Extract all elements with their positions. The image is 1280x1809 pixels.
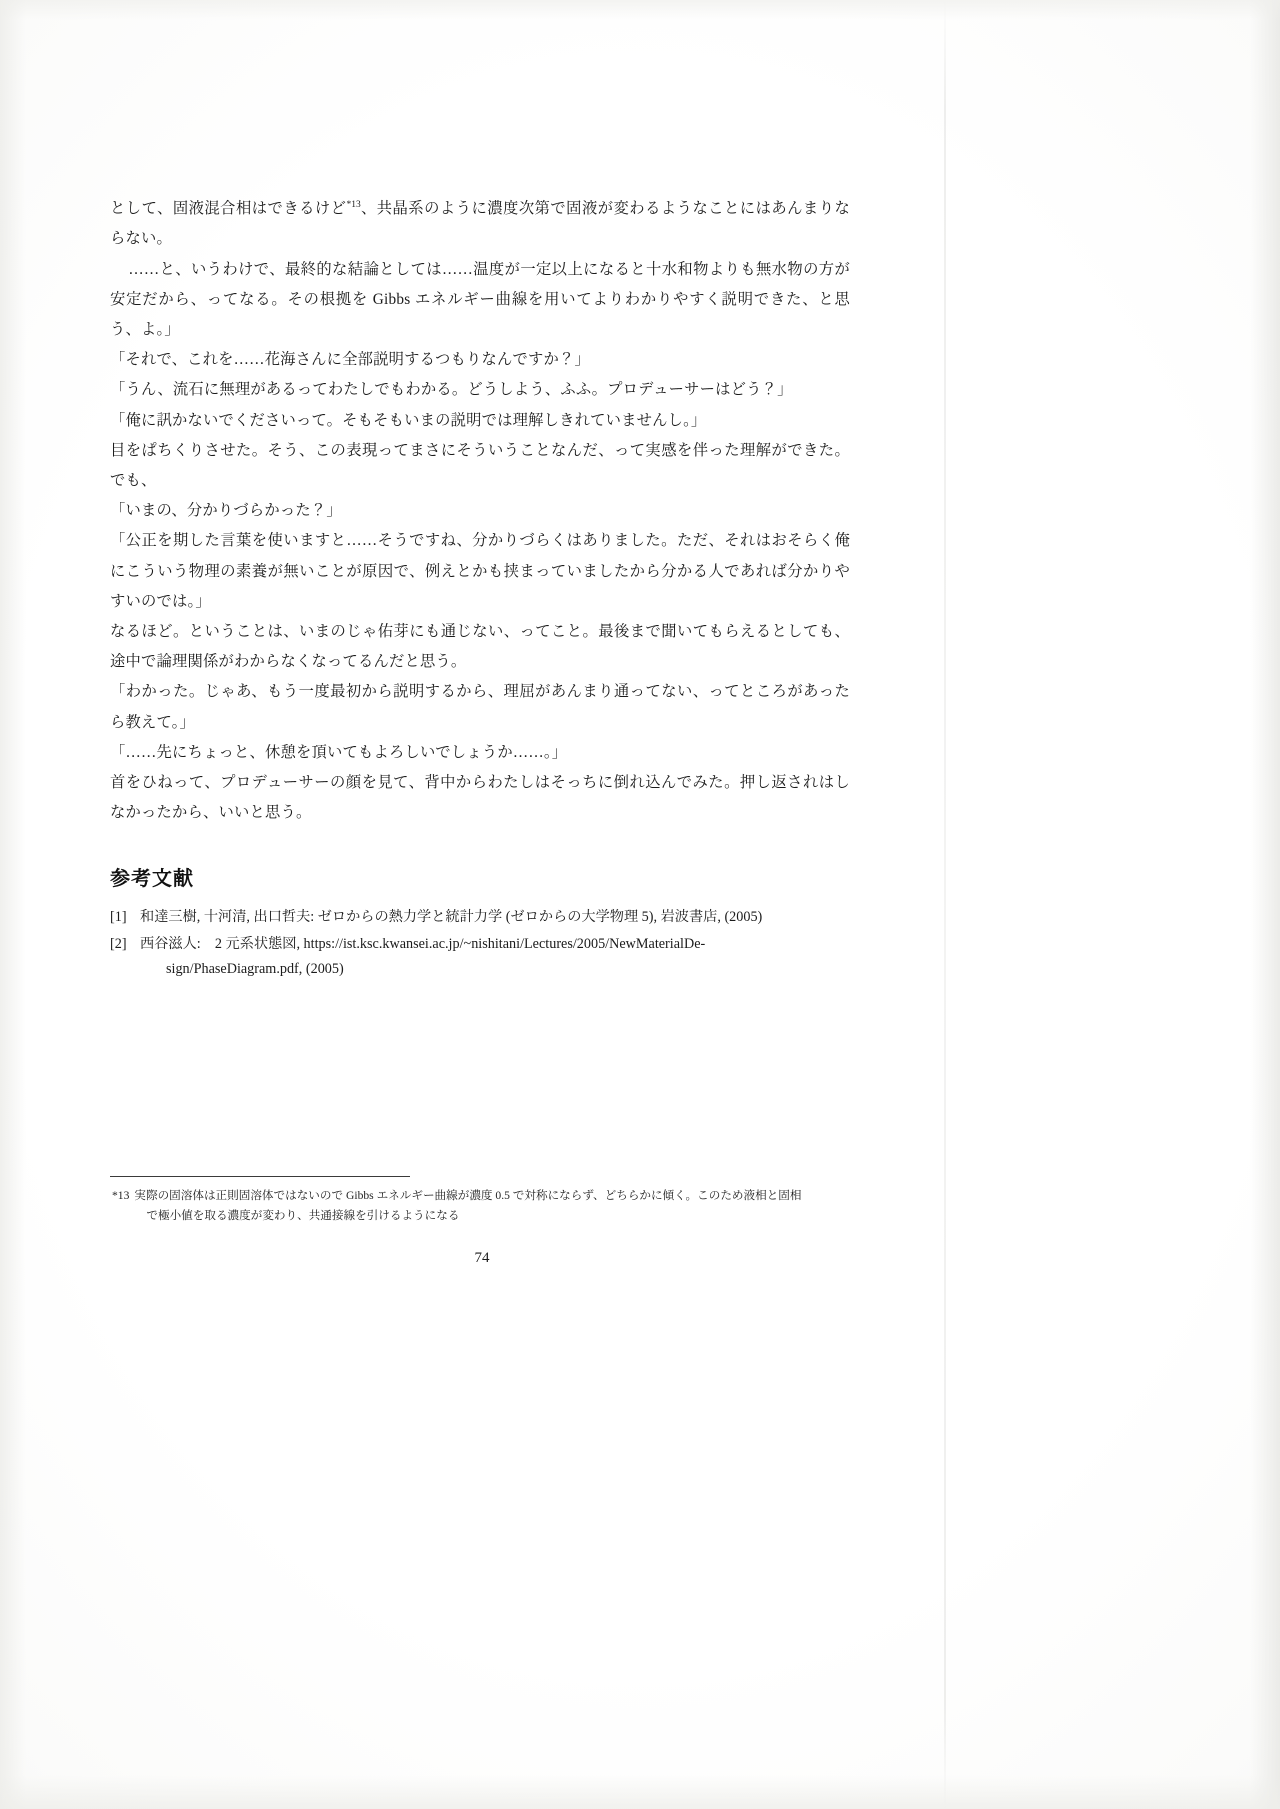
body-paragraph-11: 「……先にちょっと、休憩を頂いてもよろしいでしょうか……。」 (110, 743, 568, 761)
paragraph-text-before-footnote: として、固液混合相はできるけど (110, 200, 347, 218)
references-list (110, 905, 850, 982)
footnote-line-2: で極小値を取る濃度が変わり、共通接線を引けるようになる (146, 1209, 460, 1222)
body-paragraph-6: 目をぱちくりさせた。そう、この表現ってまさにそういうことなんだ、って実感を伴った理解ができた。でも、 (110, 441, 850, 489)
footnote-area (110, 1176, 1176, 1226)
reference-text-2 (140, 932, 850, 982)
footnote-body (134, 1186, 1176, 1226)
paragraph-text-after-footnote: 、共晶系のように濃度次第で固液が変わるようなことにはあんまりならない。 (110, 200, 850, 248)
reference-item-1 (110, 905, 850, 930)
reference-text-1: 和達三樹, 十河清, 出口哲夫: ゼロからの熱力学と統計力学 (ゼロからの大学物理 5), 岩波書店, (2005) (140, 909, 763, 926)
scan-edge-bottom (0, 1775, 1280, 1809)
body-paragraph-9: なるほど。ということは、いまのじゃ佑芽にも通じない、ってこと。最後まで聞いてもらえるとしても、途中で論理関係がわからなくなってるんだと思う。 (110, 622, 850, 671)
reference-number-1: [1] (110, 909, 127, 926)
body-paragraph-1 (110, 190, 850, 255)
body-paragraph-2: ……と、いうわけで、最終的な結論としては……温度が一定以上になると十水和物よりも無水物の方が安定だから、ってなる。その根拠を Gibbs エネルギー曲線を用いてよりわかりやすく説明できた、と思う、よ。」 (110, 260, 850, 338)
body-paragraph-8: 「公正を期した言葉を使いますと……そうですね、分かりづらくはありました。ただ、それはおそらく俺にこういう物理の素養が無いことが原因で、例えとかも挟まっていましたから分かる人であれば分かりやすいのでは。」 (110, 532, 850, 610)
footnote-separator-rule (110, 1176, 410, 1177)
reference-text-2-line1: 西谷滋人: 2 元系状態図, https://ist.ksc.kwansei.ac.jp/~nishitani/Lectures/2005/NewMaterialDe- (140, 936, 706, 953)
body-paragraph-4: 「うん、流石に無理があるってわたしでもわかる。どうしよう、ふふ。プロデューサーはどう？」 (110, 381, 793, 399)
page-number: 74 (474, 1250, 490, 1266)
scan-edge-left (0, 0, 26, 1809)
body-paragraph-5: 「俺に訊かないでくださいって。そもそもいまの説明では理解しきれていませんし。」 (110, 411, 707, 429)
reference-text-2-line2: sign/PhaseDiagram.pdf, (2005) (166, 961, 344, 978)
reference-number-2: [2] (110, 936, 127, 953)
page-text-column (110, 190, 850, 984)
page-number-area (0, 1250, 1280, 1267)
body-paragraph-10: 「わかった。じゃあ、もう一度最初から説明するから、理屈があんまり通ってない、ってところがあったら教えて。」 (110, 683, 850, 731)
body-paragraph-7: 「いまの、分かりづらかった？」 (110, 502, 342, 520)
body-paragraph-3: 「それで、これを……花海さんに全部説明するつもりなんですか？」 (110, 351, 590, 369)
body-paragraph-12: 首をひねって、プロデューサーの顔を見て、背中からわたしはそっちに倒れ込んでみた。押し返されはしなかったから、いいと思う。 (110, 773, 850, 822)
reference-item-2 (110, 932, 850, 982)
footnote-13 (110, 1186, 1176, 1226)
references-heading: 参考文献 (110, 868, 194, 891)
footnote-marker-reference[interactable]: *13 (346, 200, 361, 210)
scan-crease-line (944, 0, 946, 1809)
scan-edge-top (0, 0, 1280, 20)
footnote-marker: *13 (112, 1189, 130, 1202)
footnote-line-1: 実際の固溶体は正則固溶体ではないので Gibbs エネルギー曲線が濃度 0.5 で対称にならず、どちらかに傾く。このため液相と固相 (134, 1189, 802, 1202)
scan-edge-right (1250, 0, 1280, 1809)
